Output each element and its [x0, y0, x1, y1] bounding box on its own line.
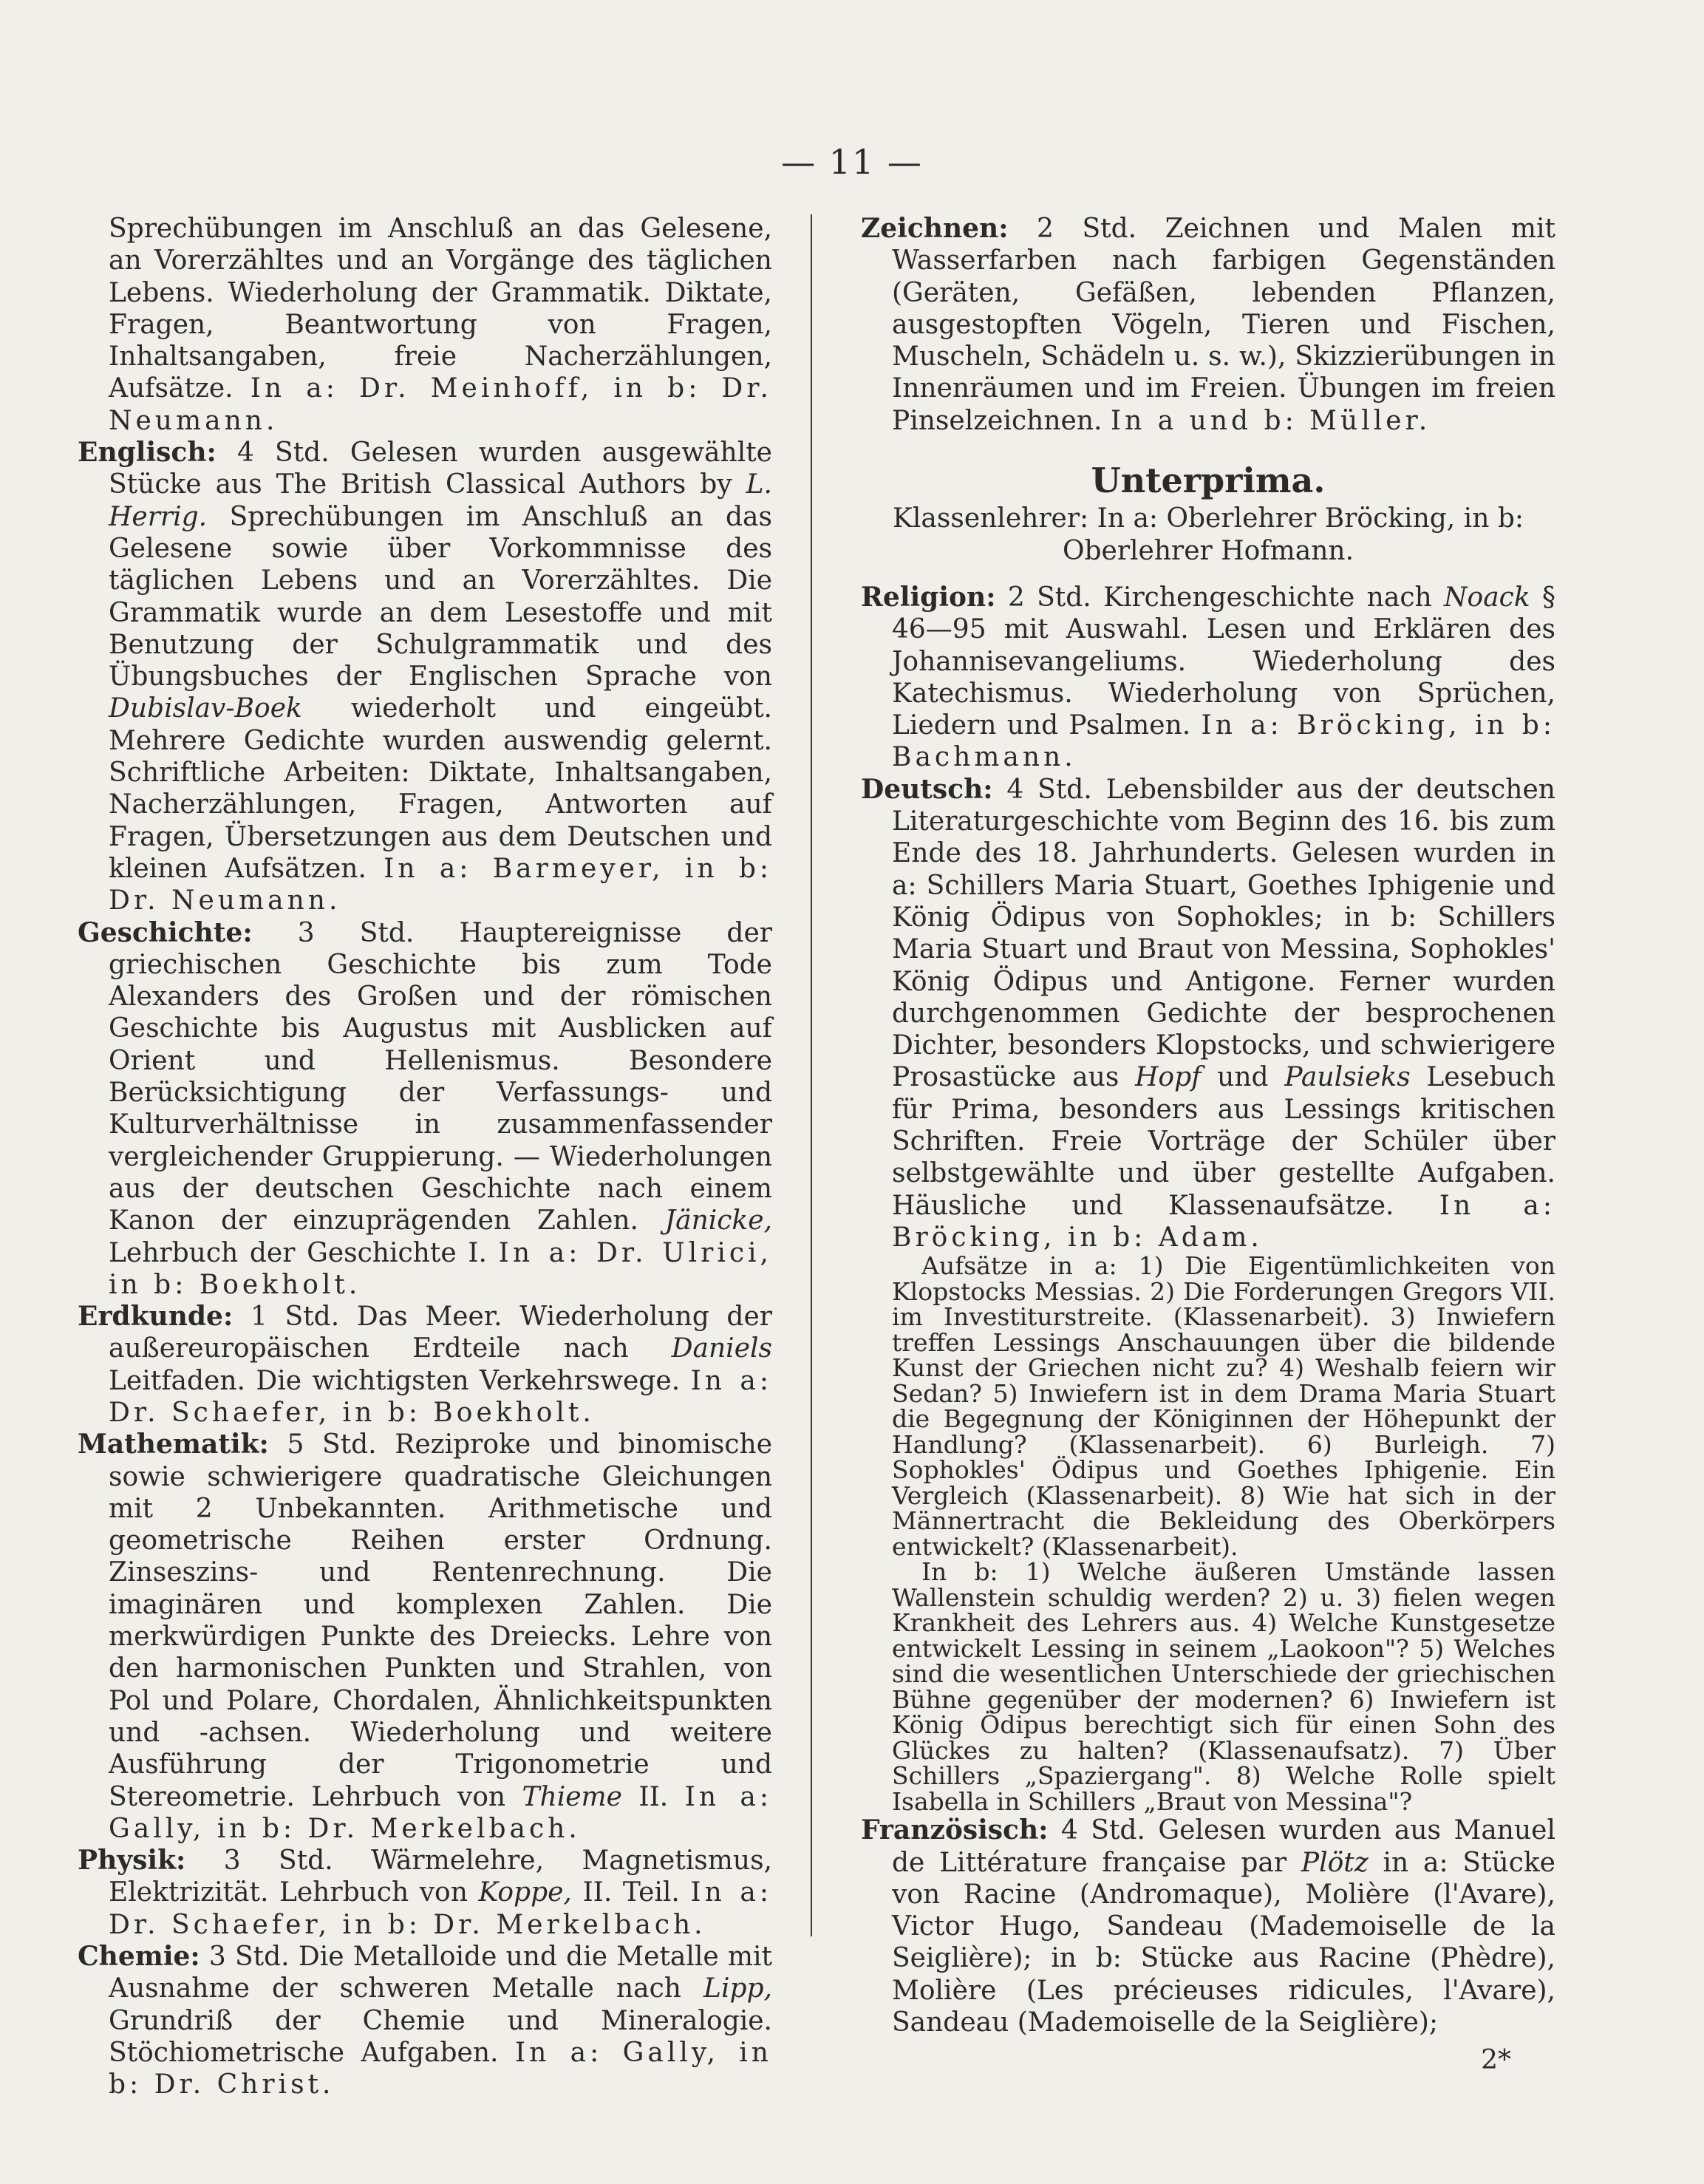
deutsch-ref-hopf: Hopf — [1135, 1062, 1202, 1093]
section-geschichte — [78, 917, 772, 1302]
franzoesisch-ref-ploetz: Plötz — [1301, 1847, 1369, 1878]
zeichnen-teachers: In a und b: Müller. — [1110, 405, 1431, 436]
subject-label-geschichte: Geschichte: — [78, 916, 253, 948]
geschichte-text: 3 Std. Hauptereignisse der griechischen Geschichte bis zum Tode Alexanders des Großen und der römischen Geschichte bis Augustus mit Ausblicken auf Orient und Hellenismus. Besondere Berücksichtigung der Verfassungs- und Kulturverhältnisse in zusammenfassender vergleichender Gruppierung. — Wiederholungen aus der deutschen Geschichte nach einem Kanon der einzuprägenden Zahlen. — [109, 917, 772, 1236]
chemie-text: 3 Std. Die Metalloide und die Metalle mit Ausnahme der schweren Metalle nach — [109, 1942, 772, 2004]
signature-mark: 2* — [1481, 2045, 1511, 2076]
right-column — [861, 213, 1555, 2077]
subject-label-franzoesisch: Französisch: — [861, 1814, 1049, 1846]
mathematik-teachers: In a: Gally, in b: Dr. Merkelbach. — [109, 1781, 772, 1844]
geschichte-text-2: Lehrbuch der Geschichte I. — [109, 1237, 487, 1268]
englisch-text-2: Sprechübungen im Anschluß an das Gelesene sowie über Vorkommnisse des täglichen Lebens und an Vorerzähltes. Die Grammatik wurde an dem Lesestoffe und mit Benutzung der Schulgrammatik und des Übungsbuches der Englischen Sprache von — [109, 501, 772, 693]
subject-label-englisch: Englisch: — [78, 437, 217, 469]
deutsch-ref-paulsieks: Paulsieks — [1284, 1062, 1411, 1093]
geschichte-ref-jaenicke: Jänicke, — [664, 1205, 772, 1236]
englisch-text: 4 Std. Gelesen wurden ausgewählte Stücke aus The British Classical Authors by — [109, 438, 772, 500]
section-erdkunde — [78, 1301, 772, 1429]
franzoesisch-text: 4 Std. Gelesen wurden aus Manuel de Littérature française par — [892, 1815, 1555, 1878]
subject-label-physik: Physik: — [78, 1845, 186, 1877]
section-physik — [78, 1845, 772, 1941]
religion-text-2: § 46—95 mit Auswahl. Lesen und Erklären des Johannisevangeliums. Wiederholung des Katechismus. Wiederholung von Sprüchen, Liedern und Psalmen. — [892, 582, 1556, 741]
class-heading: Unterprima. — [1091, 460, 1326, 501]
left-column — [78, 213, 772, 2101]
section-chemie — [78, 1941, 772, 2100]
deutsch-text-3: Lesebuch für Prima, besonders aus Lessings kritischen Schriften. Freie Vorträge der Schüler über selbstgewählte und über gestellte Aufgaben. Häusliche und Klassenaufsätze. — [892, 1062, 1555, 1221]
essays-class-a: Aufsätze in a: 1) Die Eigentümlichkeiten von Klopstocks Messias. 2) Die Forderungen Gregors VII. im Investiturstreite. (Klassenarbeit). 3) Inwiefern treffen Lessings Anschauungen über die bildende Kunst der Griechen nicht zu? 4) Weshalb feiern wir Sedan? 5) Inwiefern ist in dem Drama Maria Stuart die Begegnung der Königinnen der Höhepunkt der Handlung? (Klassenarbeit). 6) Burleigh. 7) Sophokles' Ödipus und Goethes Iphigenie. Ein Vergleich (Klassenarbeit). 8) Wie hat sich in der Männertracht die Bekleidung des Oberkörpers entwickelt? (Klassenarbeit). — [892, 1251, 1555, 1561]
section-intro — [78, 213, 772, 437]
essay-list — [892, 1253, 1555, 1814]
physik-text: 3 Std. Wärmelehre, Magnetismus, Elektrizität. Lehrbuch von — [109, 1845, 772, 1908]
erdkunde-ref-daniels: Daniels — [671, 1333, 772, 1364]
religion-teachers: In a: Bröcking, in b: Bachmann. — [892, 710, 1555, 773]
geschichte-teachers: In a: Dr. Ulrici, in b: Boekholt. — [109, 1237, 772, 1300]
zeichnen-text: 2 Std. Zeichnen und Malen mit Wasserfarben nach farbigen Gegenständen (Geräten, Gefäßen, lebenden Pflanzen, ausgestopften Vögeln, Tieren und Fischen, Muscheln, Schädeln u. s. w.), Skizzierübungen in Innenräumen und im Freien. Übungen im freien Pinselzeichnen. — [892, 214, 1555, 436]
englisch-text-3: wiederholt und eingeübt. Mehrere Gedichte wurden auswendig gelernt. Schriftliche Arbeiten: Diktate, Inhaltsangaben, Nacherzählungen, Fragen, Antworten auf Fragen, Übersetzungen aus dem Deutschen und kleinen Aufsätzen. — [109, 693, 773, 884]
class-teachers: Klassenlehrer: In a: Oberlehrer Bröcking, in b: Oberlehrer Hofmann. — [893, 503, 1524, 566]
intro-text: Sprechübungen im Anschluß an das Gelesene, an Vorerzähltes und an Vorgänge des täglichen Lebens. Wiederholung der Grammatik. Diktate, Fragen, Beantwortung von Fragen, Inhaltsangaben, freie Nacherzählungen, Aufsätze. — [109, 214, 772, 404]
erdkunde-text-2: Leitfaden. Die wichtigsten Verkehrswege. — [109, 1365, 681, 1396]
mathematik-ref-thieme: Thieme — [522, 1781, 622, 1812]
religion-ref-noack: Noack — [1444, 582, 1530, 613]
englisch-ref-dubislav: Dubislav-Boek — [109, 693, 302, 724]
subject-label-zeichnen: Zeichnen: — [861, 213, 1009, 244]
deutsch-text-2: und — [1217, 1062, 1269, 1093]
franzoesisch-text-2: in a: Stücke von Racine (Andromaque), Molière (l'Avare), Victor Hugo, Sandeau (Mademoiselle de la Seiglière); in b: Stücke aus Racine (Phèdre), Molière (Les précieuses ridicules, l'Avare), Sandeau (Mademoiselle de la Seiglière); — [892, 1847, 1555, 2038]
page-number: — 11 — — [781, 142, 923, 182]
chemie-ref-lipp: Lipp, — [703, 1973, 772, 2004]
chemie-teachers: In a: Gally, in b: Dr. Christ. — [109, 2037, 772, 2100]
erdkunde-teachers: In a: Dr. Schaefer, in b: Boekholt. — [109, 1365, 772, 1428]
physik-text-2: II. Teil. — [582, 1877, 680, 1908]
subject-label-erdkunde: Erdkunde: — [78, 1301, 234, 1333]
erdkunde-text: 1 Std. Das Meer. Wiederholung der außereuropäischen Erdteile nach — [109, 1302, 772, 1364]
subject-label-chemie: Chemie: — [78, 1941, 200, 1973]
englisch-teachers: In a: Barmeyer, in b: Dr. Neumann. — [109, 853, 772, 916]
mathematik-text: 5 Std. Reziproke und binomische sowie schwierigere quadratische Gleichungen mit 2 Unbekannten. Arithmetische und geometrische Reihen erster Ordnung. Zinseszins- und Rentenrechnung. Die imaginären und komplexen Zahlen. Die merkwürdigen Punkte des Dreiecks. Lehre von den harmonischen Punkten und Strahlen, von Pol und Polare, Chordalen, Ähnlichkeitspunkten und -achsen. Wiederholung und weitere Ausführung der Trigonometrie und Stereometrie. Lehrbuch von — [109, 1429, 772, 1812]
section-englisch — [78, 437, 772, 916]
essays-class-b: In b: 1) Welche äußeren Umstände lassen Wallenstein schuldig werden? 2) u. 3) fielen wegen Krankheit des Lehrers aus. 4) Welche Kunstgesetze entwickelt Lessing in seinem „Laokoon"? 5) Welches sind die wesentlichen Unterschiede der griechischen Bühne gegenüber der modernen? 6) Inwiefern ist König Ödipus berechtigt sich für einen Sohn des Glückes zu halten? (Klassenaufsatz). 7) Über Schillers „Spaziergang". 8) Welche Rolle spielt Isabella in Schillers „Braut von Messina"? — [892, 1557, 1555, 1816]
intro-teachers: In a: Dr. Meinhoff, in b: Dr. Neumann. — [109, 373, 772, 436]
religion-text: 2 Std. Kirchengeschichte nach — [1007, 582, 1432, 613]
section-zeichnen — [861, 213, 1555, 437]
englisch-ref-herrig: L. Herrig. — [109, 469, 772, 532]
mathematik-text-2: II. — [638, 1781, 669, 1812]
chemie-text-2: Grundriß der Chemie und Mineralogie. Stöchiometrische Aufgaben. — [109, 2005, 772, 2068]
subject-label-mathematik: Mathematik: — [78, 1429, 269, 1460]
physik-ref-koppe: Koppe, — [478, 1877, 572, 1908]
section-mathematik — [78, 1429, 772, 1845]
deutsch-text: 4 Std. Lebensbilder aus der deutschen Literaturgeschichte vom Beginn des 16. bis zum Ende des 18. Jahrhunderts. Gelesen wurden in a: Schillers Maria Stuart, Goethes Iphigenie und König Ödipus von Sophokles; in b: Schillers Maria Stuart und Braut von Messina, Sophokles' König Ödipus und Antigone. Ferner wurden durchgenommen Gedichte der besprochenen Dichter, besonders Klopstocks, und schwierigere Prosastücke aus — [892, 774, 1555, 1093]
physik-teachers: In a: Dr. Schaefer, in b: Dr. Merkelbach. — [109, 1877, 772, 1940]
section-deutsch — [861, 774, 1555, 1814]
section-religion — [861, 582, 1555, 774]
subject-label-religion: Religion: — [861, 581, 996, 613]
section-franzoesisch — [861, 1814, 1555, 2038]
subject-label-deutsch: Deutsch: — [861, 773, 993, 805]
deutsch-teachers: In a: Bröcking, in b: Adam. — [892, 1190, 1555, 1253]
column-divider — [811, 214, 812, 1936]
